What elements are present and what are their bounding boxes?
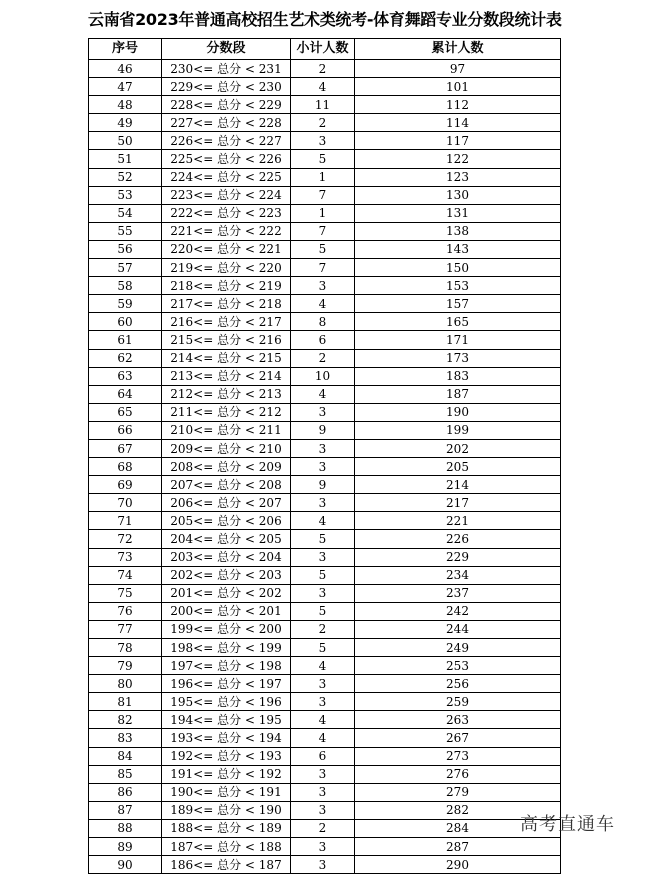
cell-score-range: 200<= 总分 < 201 xyxy=(162,602,291,620)
cell-cumulative: 226 xyxy=(355,530,561,548)
cell-index: 90 xyxy=(89,856,162,874)
cell-index: 69 xyxy=(89,476,162,494)
cell-cumulative: 237 xyxy=(355,584,561,602)
cell-subtotal: 5 xyxy=(291,639,355,657)
cell-score-range: 197<= 总分 < 198 xyxy=(162,657,291,675)
cell-score-range: 204<= 总分 < 205 xyxy=(162,530,291,548)
table-header-row xyxy=(89,39,561,60)
cell-score-range: 225<= 总分 < 226 xyxy=(162,150,291,168)
cell-subtotal: 2 xyxy=(291,349,355,367)
cell-cumulative: 143 xyxy=(355,240,561,258)
cell-subtotal: 3 xyxy=(291,838,355,856)
cell-score-range: 223<= 总分 < 224 xyxy=(162,186,291,204)
cell-score-range: 207<= 总分 < 208 xyxy=(162,476,291,494)
header-index: 序号 xyxy=(89,39,162,60)
cell-subtotal: 3 xyxy=(291,439,355,457)
table-row xyxy=(89,96,561,114)
table-row xyxy=(89,548,561,566)
cell-score-range: 186<= 总分 < 187 xyxy=(162,856,291,874)
cell-index: 67 xyxy=(89,439,162,457)
cell-index: 68 xyxy=(89,458,162,476)
cell-subtotal: 2 xyxy=(291,819,355,837)
cell-index: 74 xyxy=(89,566,162,584)
cell-index: 57 xyxy=(89,259,162,277)
header-cumulative: 累计人数 xyxy=(355,39,561,60)
cell-index: 71 xyxy=(89,512,162,530)
cell-score-range: 227<= 总分 < 228 xyxy=(162,114,291,132)
table-row xyxy=(89,186,561,204)
table-row xyxy=(89,259,561,277)
table-row xyxy=(89,349,561,367)
cell-cumulative: 244 xyxy=(355,620,561,638)
header-subtotal: 小计人数 xyxy=(291,39,355,60)
table-row xyxy=(89,114,561,132)
cell-score-range: 203<= 总分 < 204 xyxy=(162,548,291,566)
table-row xyxy=(89,421,561,439)
cell-index: 73 xyxy=(89,548,162,566)
cell-subtotal: 5 xyxy=(291,566,355,584)
cell-subtotal: 6 xyxy=(291,747,355,765)
cell-subtotal: 3 xyxy=(291,856,355,874)
cell-index: 50 xyxy=(89,132,162,150)
cell-subtotal: 8 xyxy=(291,313,355,331)
cell-cumulative: 190 xyxy=(355,403,561,421)
cell-cumulative: 122 xyxy=(355,150,561,168)
table-row xyxy=(89,620,561,638)
cell-cumulative: 101 xyxy=(355,78,561,96)
cell-cumulative: 130 xyxy=(355,186,561,204)
cell-subtotal: 3 xyxy=(291,548,355,566)
table-row xyxy=(89,168,561,186)
cell-subtotal: 9 xyxy=(291,421,355,439)
cell-cumulative: 150 xyxy=(355,259,561,277)
cell-subtotal: 7 xyxy=(291,186,355,204)
cell-cumulative: 256 xyxy=(355,675,561,693)
cell-subtotal: 1 xyxy=(291,204,355,222)
cell-score-range: 216<= 总分 < 217 xyxy=(162,313,291,331)
cell-index: 83 xyxy=(89,729,162,747)
cell-cumulative: 97 xyxy=(355,60,561,78)
cell-cumulative: 117 xyxy=(355,132,561,150)
cell-index: 58 xyxy=(89,277,162,295)
table-row xyxy=(89,277,561,295)
table-row xyxy=(89,367,561,385)
table-row xyxy=(89,331,561,349)
cell-index: 64 xyxy=(89,385,162,403)
score-distribution-table xyxy=(88,38,561,874)
cell-subtotal: 2 xyxy=(291,114,355,132)
cell-subtotal: 4 xyxy=(291,512,355,530)
cell-index: 81 xyxy=(89,693,162,711)
cell-index: 55 xyxy=(89,222,162,240)
cell-score-range: 202<= 总分 < 203 xyxy=(162,566,291,584)
table-row xyxy=(89,765,561,783)
cell-subtotal: 7 xyxy=(291,259,355,277)
watermark: 高考直通车 xyxy=(520,814,615,835)
table-row xyxy=(89,458,561,476)
cell-subtotal: 3 xyxy=(291,584,355,602)
cell-cumulative: 287 xyxy=(355,838,561,856)
cell-score-range: 199<= 总分 < 200 xyxy=(162,620,291,638)
cell-index: 76 xyxy=(89,602,162,620)
table-row xyxy=(89,78,561,96)
cell-index: 63 xyxy=(89,367,162,385)
cell-cumulative: 153 xyxy=(355,277,561,295)
cell-cumulative: 187 xyxy=(355,385,561,403)
table-row xyxy=(89,584,561,602)
cell-subtotal: 3 xyxy=(291,693,355,711)
cell-cumulative: 171 xyxy=(355,331,561,349)
cell-index: 70 xyxy=(89,494,162,512)
cell-cumulative: 199 xyxy=(355,421,561,439)
cell-subtotal: 5 xyxy=(291,150,355,168)
table-row xyxy=(89,711,561,729)
cell-score-range: 205<= 总分 < 206 xyxy=(162,512,291,530)
cell-index: 89 xyxy=(89,838,162,856)
table-row xyxy=(89,150,561,168)
cell-index: 47 xyxy=(89,78,162,96)
cell-index: 75 xyxy=(89,584,162,602)
table-row xyxy=(89,801,561,819)
table-row xyxy=(89,439,561,457)
cell-cumulative: 123 xyxy=(355,168,561,186)
cell-score-range: 218<= 总分 < 219 xyxy=(162,277,291,295)
cell-index: 78 xyxy=(89,639,162,657)
cell-subtotal: 5 xyxy=(291,530,355,548)
cell-index: 66 xyxy=(89,421,162,439)
cell-score-range: 209<= 总分 < 210 xyxy=(162,439,291,457)
cell-index: 82 xyxy=(89,711,162,729)
cell-subtotal: 2 xyxy=(291,620,355,638)
table-row xyxy=(89,403,561,421)
table-row xyxy=(89,693,561,711)
cell-index: 61 xyxy=(89,331,162,349)
cell-cumulative: 276 xyxy=(355,765,561,783)
table-row xyxy=(89,476,561,494)
cell-score-range: 229<= 总分 < 230 xyxy=(162,78,291,96)
cell-index: 59 xyxy=(89,295,162,313)
cell-subtotal: 3 xyxy=(291,458,355,476)
table-row xyxy=(89,494,561,512)
cell-cumulative: 263 xyxy=(355,711,561,729)
cell-score-range: 201<= 总分 < 202 xyxy=(162,584,291,602)
table-row xyxy=(89,295,561,313)
table-row xyxy=(89,657,561,675)
cell-index: 87 xyxy=(89,801,162,819)
cell-score-range: 211<= 总分 < 212 xyxy=(162,403,291,421)
table-row xyxy=(89,60,561,78)
cell-index: 60 xyxy=(89,313,162,331)
cell-subtotal: 3 xyxy=(291,765,355,783)
cell-subtotal: 3 xyxy=(291,132,355,150)
cell-score-range: 188<= 总分 < 189 xyxy=(162,819,291,837)
cell-subtotal: 2 xyxy=(291,60,355,78)
cell-subtotal: 11 xyxy=(291,96,355,114)
cell-subtotal: 4 xyxy=(291,385,355,403)
cell-index: 85 xyxy=(89,765,162,783)
cell-cumulative: 229 xyxy=(355,548,561,566)
cell-score-range: 220<= 总分 < 221 xyxy=(162,240,291,258)
cell-score-range: 212<= 总分 < 213 xyxy=(162,385,291,403)
table-row xyxy=(89,602,561,620)
cell-score-range: 208<= 总分 < 209 xyxy=(162,458,291,476)
cell-cumulative: 114 xyxy=(355,114,561,132)
cell-cumulative: 157 xyxy=(355,295,561,313)
cell-cumulative: 138 xyxy=(355,222,561,240)
cell-score-range: 189<= 总分 < 190 xyxy=(162,801,291,819)
cell-index: 72 xyxy=(89,530,162,548)
cell-cumulative: 234 xyxy=(355,566,561,584)
cell-score-range: 226<= 总分 < 227 xyxy=(162,132,291,150)
table-row xyxy=(89,729,561,747)
cell-subtotal: 4 xyxy=(291,78,355,96)
cell-cumulative: 131 xyxy=(355,204,561,222)
table-row xyxy=(89,385,561,403)
cell-subtotal: 3 xyxy=(291,675,355,693)
cell-subtotal: 5 xyxy=(291,240,355,258)
cell-subtotal: 6 xyxy=(291,331,355,349)
cell-index: 84 xyxy=(89,747,162,765)
table-row xyxy=(89,639,561,657)
cell-score-range: 191<= 总分 < 192 xyxy=(162,765,291,783)
table-row xyxy=(89,566,561,584)
cell-subtotal: 3 xyxy=(291,403,355,421)
cell-subtotal: 9 xyxy=(291,476,355,494)
table-row xyxy=(89,856,561,874)
table-row xyxy=(89,747,561,765)
cell-index: 80 xyxy=(89,675,162,693)
cell-score-range: 187<= 总分 < 188 xyxy=(162,838,291,856)
cell-score-range: 217<= 总分 < 218 xyxy=(162,295,291,313)
cell-subtotal: 10 xyxy=(291,367,355,385)
cell-cumulative: 173 xyxy=(355,349,561,367)
cell-score-range: 215<= 总分 < 216 xyxy=(162,331,291,349)
cell-index: 88 xyxy=(89,819,162,837)
cell-score-range: 195<= 总分 < 196 xyxy=(162,693,291,711)
cell-index: 49 xyxy=(89,114,162,132)
cell-subtotal: 4 xyxy=(291,711,355,729)
cell-cumulative: 290 xyxy=(355,856,561,874)
cell-subtotal: 1 xyxy=(291,168,355,186)
cell-score-range: 214<= 总分 < 215 xyxy=(162,349,291,367)
cell-subtotal: 3 xyxy=(291,801,355,819)
table-row xyxy=(89,512,561,530)
cell-cumulative: 249 xyxy=(355,639,561,657)
header-score-range: 分数段 xyxy=(162,39,291,60)
cell-cumulative: 205 xyxy=(355,458,561,476)
cell-score-range: 221<= 总分 < 222 xyxy=(162,222,291,240)
cell-index: 86 xyxy=(89,783,162,801)
cell-cumulative: 112 xyxy=(355,96,561,114)
cell-index: 51 xyxy=(89,150,162,168)
cell-cumulative: 217 xyxy=(355,494,561,512)
page-title: 云南省2023年普通高校招生艺术类统考-体育舞蹈专业分数段统计表 xyxy=(88,10,562,29)
cell-score-range: 228<= 总分 < 229 xyxy=(162,96,291,114)
cell-cumulative: 273 xyxy=(355,747,561,765)
cell-index: 56 xyxy=(89,240,162,258)
cell-score-range: 196<= 总分 < 197 xyxy=(162,675,291,693)
cell-index: 46 xyxy=(89,60,162,78)
cell-score-range: 206<= 总分 < 207 xyxy=(162,494,291,512)
cell-index: 65 xyxy=(89,403,162,421)
cell-score-range: 192<= 总分 < 193 xyxy=(162,747,291,765)
cell-subtotal: 3 xyxy=(291,494,355,512)
cell-score-range: 219<= 总分 < 220 xyxy=(162,259,291,277)
cell-cumulative: 202 xyxy=(355,439,561,457)
cell-cumulative: 183 xyxy=(355,367,561,385)
cell-cumulative: 221 xyxy=(355,512,561,530)
cell-subtotal: 4 xyxy=(291,729,355,747)
table-row xyxy=(89,675,561,693)
cell-index: 62 xyxy=(89,349,162,367)
cell-cumulative: 279 xyxy=(355,783,561,801)
table-row xyxy=(89,838,561,856)
cell-cumulative: 259 xyxy=(355,693,561,711)
table-row xyxy=(89,240,561,258)
table-row xyxy=(89,819,561,837)
cell-score-range: 230<= 总分 < 231 xyxy=(162,60,291,78)
cell-cumulative: 267 xyxy=(355,729,561,747)
cell-cumulative: 284 xyxy=(355,819,561,837)
cell-score-range: 210<= 总分 < 211 xyxy=(162,421,291,439)
cell-subtotal: 7 xyxy=(291,222,355,240)
table-row xyxy=(89,204,561,222)
cell-index: 53 xyxy=(89,186,162,204)
cell-score-range: 224<= 总分 < 225 xyxy=(162,168,291,186)
cell-index: 48 xyxy=(89,96,162,114)
table-row xyxy=(89,313,561,331)
table-row xyxy=(89,132,561,150)
cell-subtotal: 3 xyxy=(291,277,355,295)
cell-score-range: 213<= 总分 < 214 xyxy=(162,367,291,385)
cell-cumulative: 214 xyxy=(355,476,561,494)
table-row xyxy=(89,783,561,801)
cell-score-range: 193<= 总分 < 194 xyxy=(162,729,291,747)
cell-score-range: 198<= 总分 < 199 xyxy=(162,639,291,657)
cell-index: 79 xyxy=(89,657,162,675)
cell-index: 52 xyxy=(89,168,162,186)
cell-subtotal: 3 xyxy=(291,783,355,801)
cell-subtotal: 5 xyxy=(291,602,355,620)
cell-score-range: 222<= 总分 < 223 xyxy=(162,204,291,222)
table-row xyxy=(89,530,561,548)
cell-cumulative: 282 xyxy=(355,801,561,819)
cell-cumulative: 165 xyxy=(355,313,561,331)
cell-subtotal: 4 xyxy=(291,295,355,313)
table-body xyxy=(89,60,561,874)
cell-score-range: 190<= 总分 < 191 xyxy=(162,783,291,801)
cell-subtotal: 4 xyxy=(291,657,355,675)
cell-index: 77 xyxy=(89,620,162,638)
cell-index: 54 xyxy=(89,204,162,222)
table-row xyxy=(89,222,561,240)
cell-cumulative: 242 xyxy=(355,602,561,620)
cell-score-range: 194<= 总分 < 195 xyxy=(162,711,291,729)
cell-cumulative: 253 xyxy=(355,657,561,675)
